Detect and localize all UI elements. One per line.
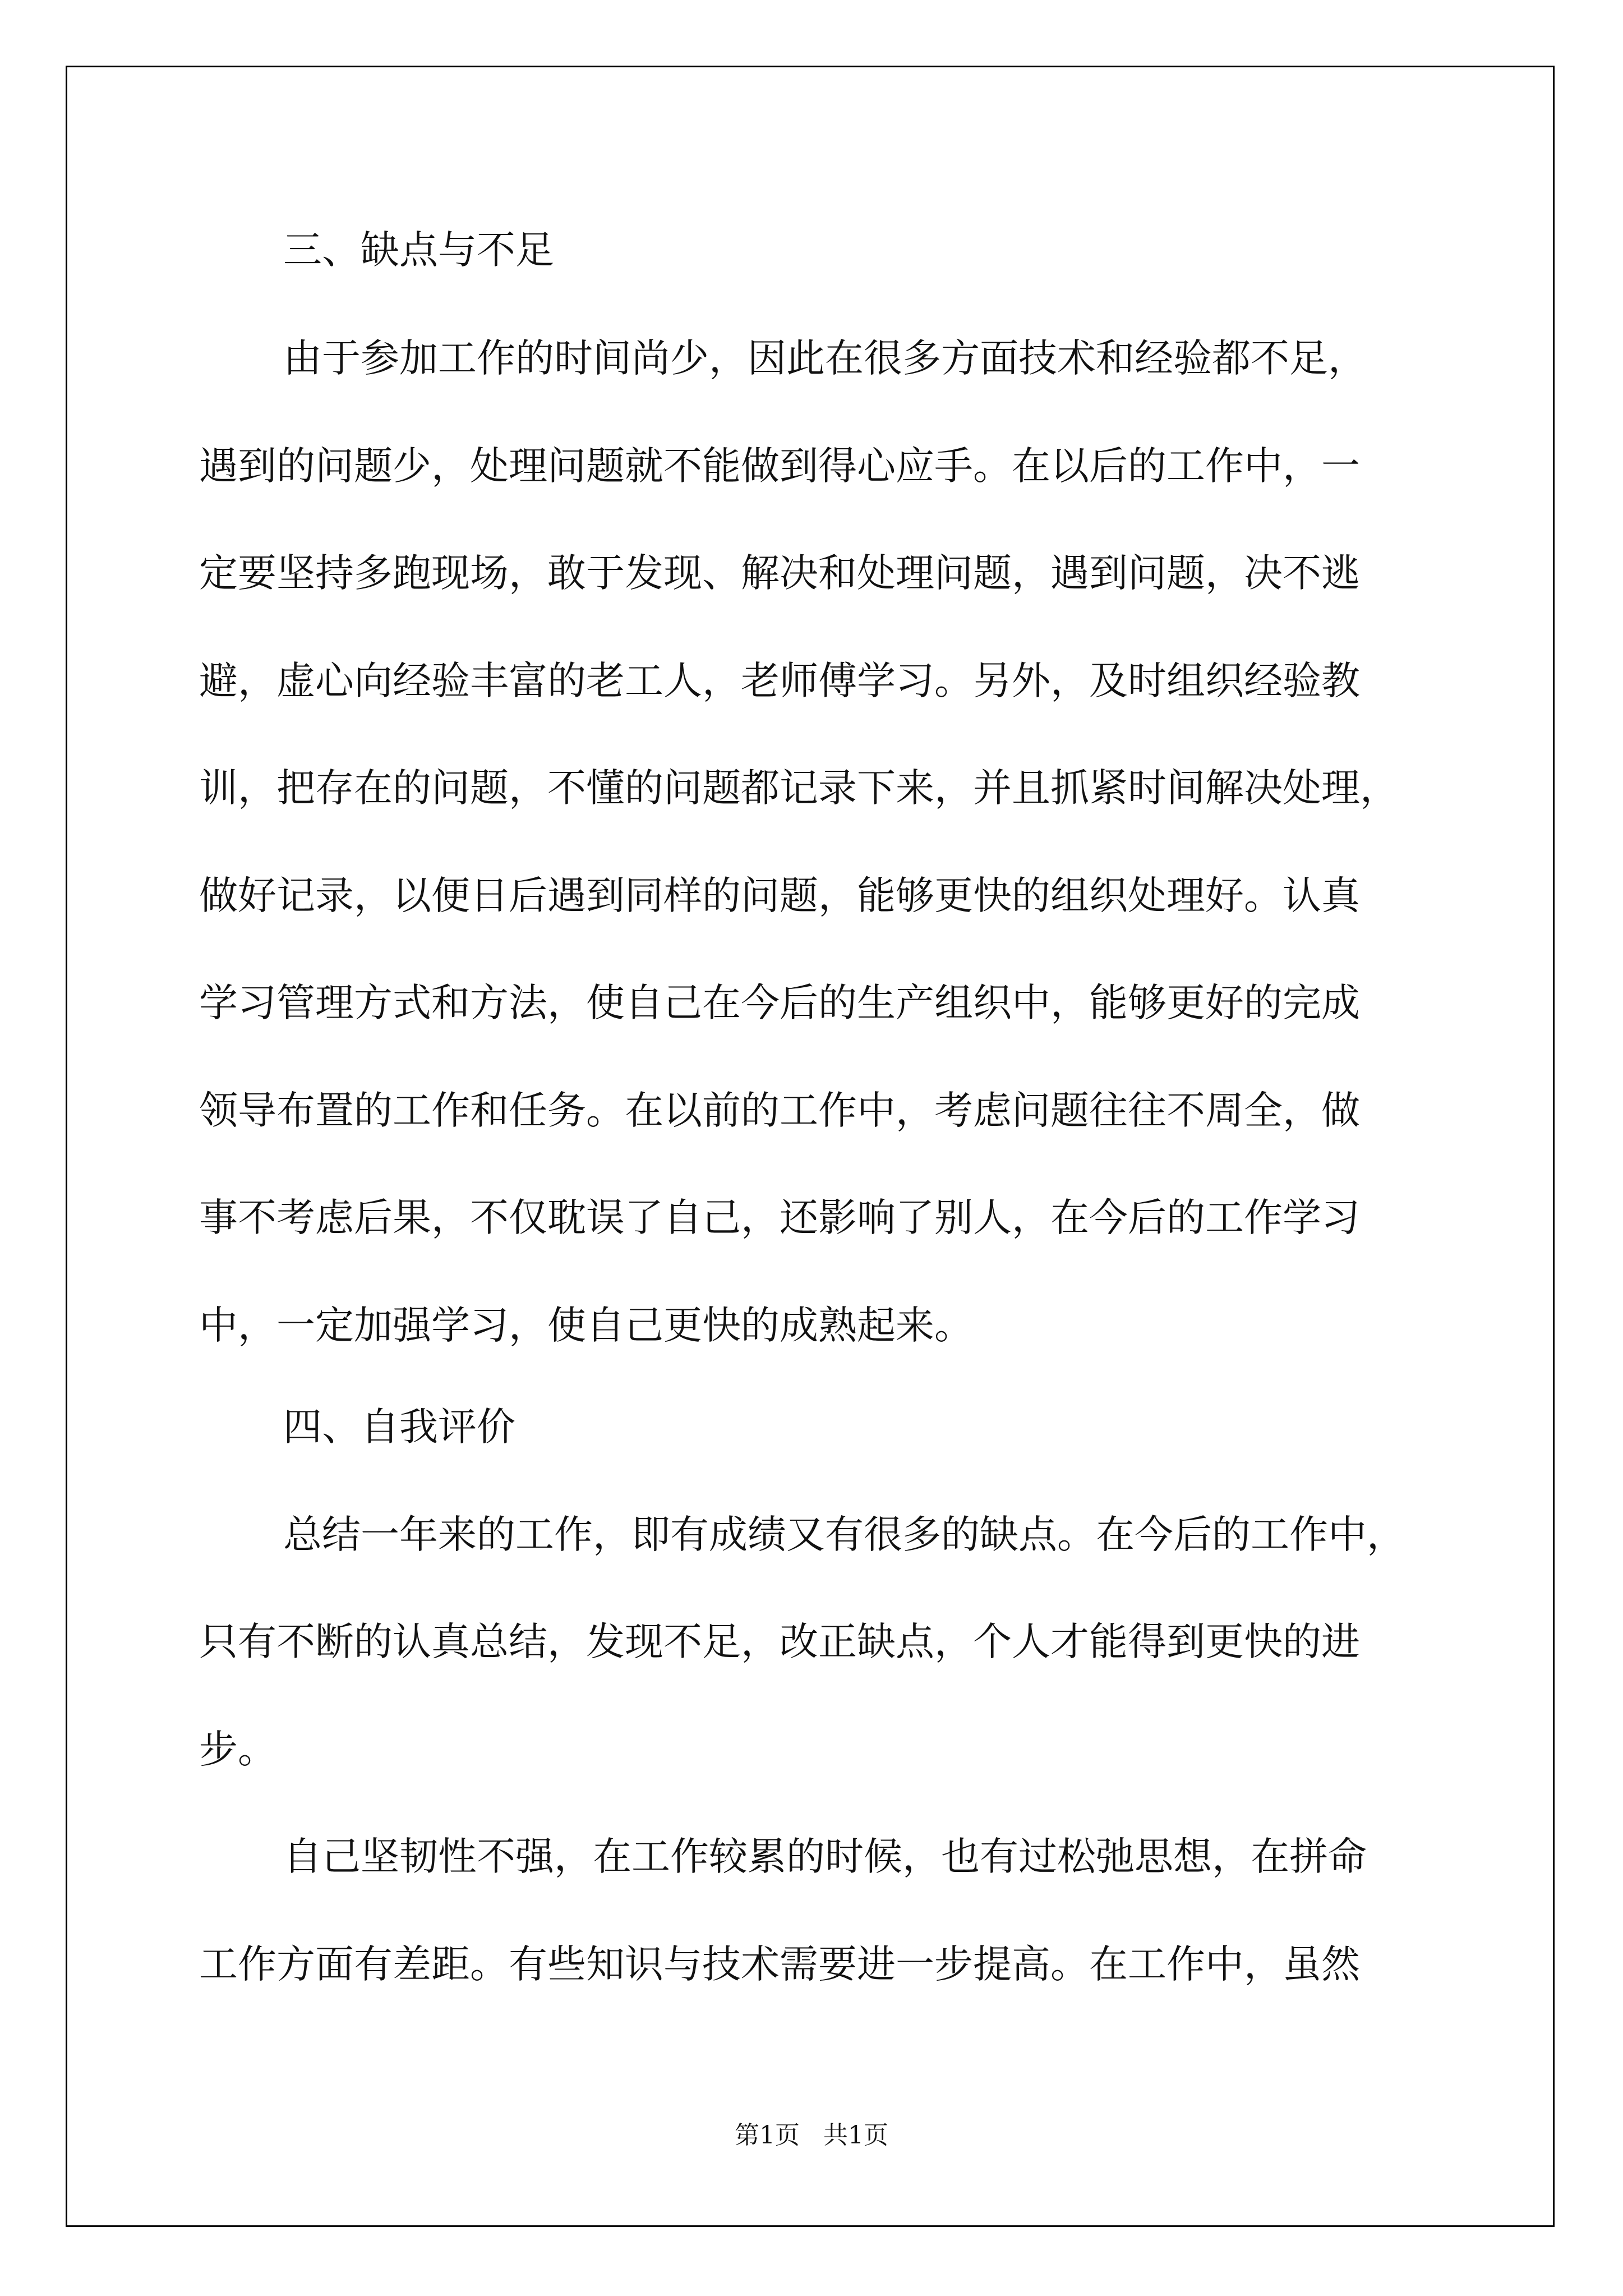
paragraph-line: 训，把存在的问题，不懂的问题都记录下来，并且抓紧时间解决处理， — [199, 766, 1399, 811]
paragraph-line: 总结一年来的工作，即有成绩又有很多的缺点。在今后的工作中， — [283, 1512, 1405, 1557]
paragraph-line: 事不考虑后果，不仅耽误了自己，还影响了别人，在今后的工作学习 — [199, 1195, 1360, 1240]
section-heading-shortcomings: 三、缺点与不足 — [283, 228, 554, 273]
paragraph-line: 只有不断的认真总结，发现不足，改正缺点，个人才能得到更快的进 — [199, 1619, 1360, 1664]
paragraph-line: 中，一定加强学习，使自己更快的成熟起来。 — [199, 1303, 973, 1348]
page-number-footer: 第1页 共1页 — [735, 2121, 888, 2150]
page-border — [66, 66, 1555, 2227]
paragraph-line: 避，虚心向经验丰富的老工人，老师傅学习。另外，及时组织经验教 — [199, 659, 1360, 703]
paragraph-line: 遇到的问题少，处理问题就不能做到得心应手。在以后的工作中，一 — [199, 444, 1360, 489]
paragraph-line: 工作方面有差距。有些知识与技术需要进一步提高。在工作中，虽然 — [199, 1942, 1360, 1987]
paragraph-line: 由于参加工作的时间尚少，因此在很多方面技术和经验都不足， — [283, 336, 1367, 381]
section-heading-self-evaluation: 四、自我评价 — [283, 1405, 515, 1450]
paragraph-line: 领导布置的工作和任务。在以前的工作中，考虑问题往往不周全，做 — [199, 1088, 1360, 1133]
paragraph-line: 自己坚韧性不强，在工作较累的时候，也有过松弛思想，在拼命 — [283, 1834, 1367, 1879]
paragraph-line: 学习管理方式和方法，使自己在今后的生产组织中，能够更好的完成 — [199, 981, 1360, 1025]
paragraph-line: 做好记录，以便日后遇到同样的问题，能够更快的组织处理好。认真 — [199, 873, 1360, 918]
paragraph-line: 步。 — [199, 1727, 276, 1772]
paragraph-line: 定要坚持多跑现场，敢于发现、解决和处理问题，遇到问题，决不逃 — [199, 551, 1360, 596]
